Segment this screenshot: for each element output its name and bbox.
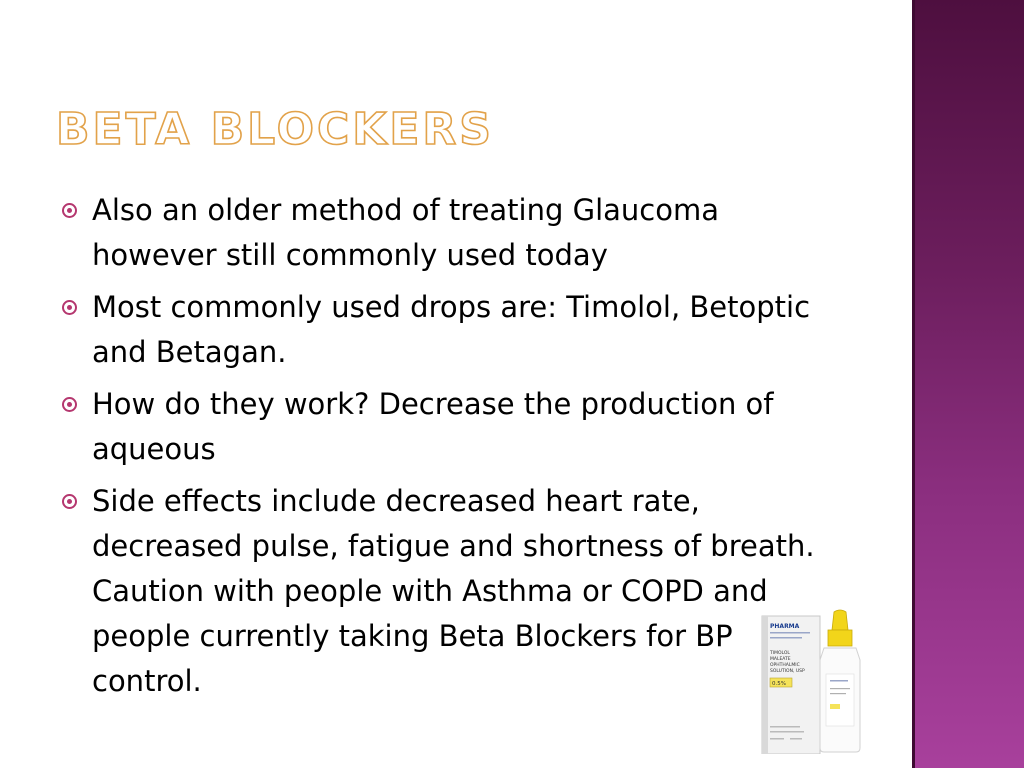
bullet-icon <box>62 397 77 412</box>
bullet-text: Also an older method of treating Glaucoma however still commonly used today <box>92 193 719 272</box>
bullet-item <box>62 382 842 472</box>
eye-drop-bottle-image <box>754 608 874 754</box>
decorative-side-bar <box>912 0 1024 768</box>
svg-text:PHARMA: PHARMA <box>770 623 800 630</box>
bullet-icon <box>62 300 77 315</box>
svg-text:TIMOLOL: TIMOLOL <box>770 651 790 656</box>
bullet-list <box>62 188 842 711</box>
bullet-item <box>62 479 842 704</box>
bullet-icon <box>62 494 77 509</box>
bullet-item <box>62 285 842 375</box>
slide-title: BETA BLOCKERS <box>56 104 494 155</box>
bullet-icon <box>62 203 77 218</box>
svg-text:MALEATE: MALEATE <box>770 657 791 662</box>
bullet-text: Side effects include decreased heart rate, decreased pulse, fatigue and shortness of breath. Caution with people with Asthma or COPD and people currently taking Beta Blockers for BP control. <box>92 484 815 698</box>
bullet-text: How do they work? Decrease the production of aqueous <box>92 387 774 466</box>
bullet-text: Most commonly used drops are: Timolol, Betoptic and Betagan. <box>92 290 811 369</box>
svg-text:SOLUTION, USP: SOLUTION, USP <box>770 669 805 674</box>
svg-text:OPHTHALMIC: OPHTHALMIC <box>770 663 800 668</box>
svg-text:0.5%: 0.5% <box>772 681 786 687</box>
bullet-item <box>62 188 842 278</box>
